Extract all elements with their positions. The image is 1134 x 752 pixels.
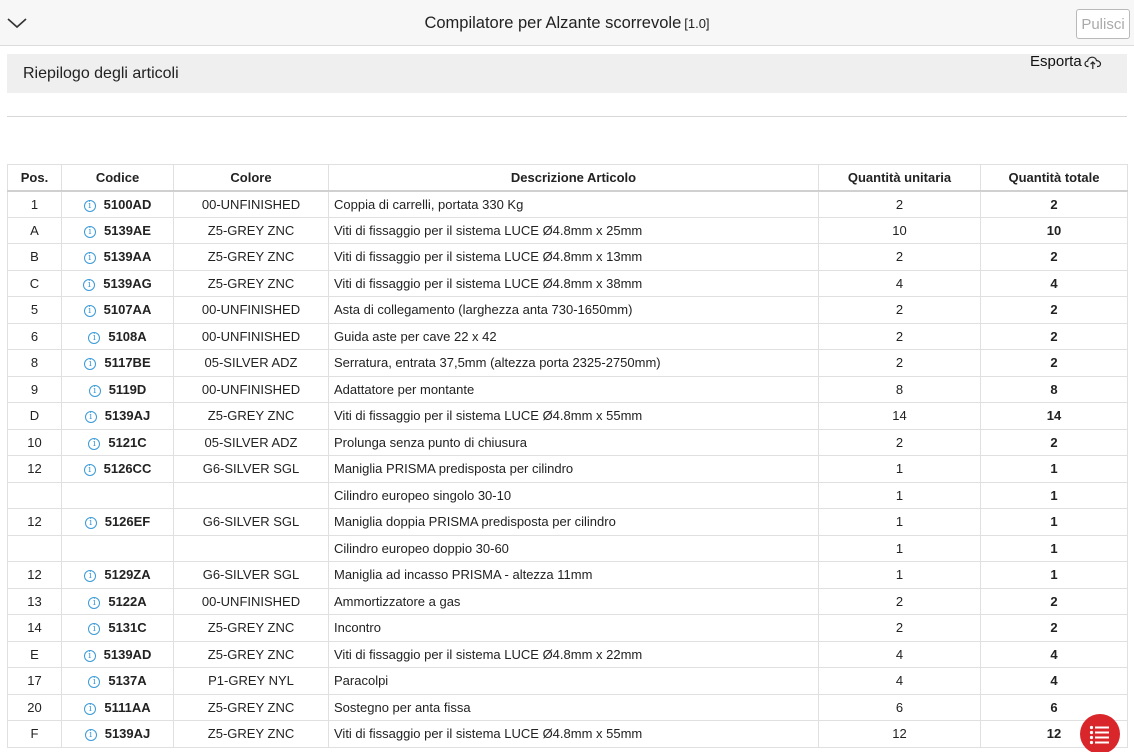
clear-button[interactable]: Pulisci xyxy=(1076,9,1130,39)
cell-total-qty: 2 xyxy=(981,191,1128,218)
cell-code xyxy=(62,297,174,324)
code-text: 5111AA xyxy=(104,699,151,715)
code-text: 5139AG xyxy=(103,275,152,291)
cell-code xyxy=(62,482,174,509)
table-row xyxy=(8,403,1128,430)
table-row xyxy=(8,615,1128,642)
cell-color: G6-SILVER SGL xyxy=(174,456,329,483)
cell-color: 00-UNFINISHED xyxy=(174,297,329,324)
cell-color: 00-UNFINISHED xyxy=(174,376,329,403)
cell-pos: 8 xyxy=(8,350,62,377)
cell-description: Viti di fissaggio per il sistema LUCE Ø4.8mm x 25mm xyxy=(329,217,819,244)
cell-unit-qty: 1 xyxy=(819,509,981,536)
cell-description: Maniglia doppia PRISMA predisposta per cilindro xyxy=(329,509,819,536)
cell-code xyxy=(62,668,174,695)
cell-color: 05-SILVER ADZ xyxy=(174,350,329,377)
cell-code xyxy=(62,456,174,483)
col-code-header: Codice xyxy=(62,165,174,191)
cell-description: Paracolpi xyxy=(329,668,819,695)
cell-code xyxy=(62,403,174,430)
cell-description: Viti di fissaggio per il sistema LUCE Ø4.8mm x 38mm xyxy=(329,270,819,297)
cell-total-qty: 1 xyxy=(981,509,1128,536)
cell-description: Sostegno per anta fissa xyxy=(329,694,819,721)
list-icon xyxy=(1080,714,1120,752)
table-row xyxy=(8,456,1128,483)
code-text: 5131C xyxy=(108,620,147,636)
cell-pos: C xyxy=(8,270,62,297)
cell-unit-qty: 1 xyxy=(819,482,981,509)
cell-unit-qty: 14 xyxy=(819,403,981,430)
info-icon[interactable]: i xyxy=(84,650,96,662)
cell-code xyxy=(62,323,174,350)
col-description-header: Descrizione Articolo xyxy=(329,165,819,191)
cell-code xyxy=(62,588,174,615)
cell-unit-qty: 2 xyxy=(819,244,981,271)
table-row xyxy=(8,588,1128,615)
cell-code xyxy=(62,270,174,297)
code-text: 5137A xyxy=(108,673,147,689)
cell-total-qty: 1 xyxy=(981,535,1128,562)
cell-color: 00-UNFINISHED xyxy=(174,191,329,218)
cell-total-qty: 2 xyxy=(981,615,1128,642)
cell-color: Z5-GREY ZNC xyxy=(174,217,329,244)
cell-pos: 5 xyxy=(8,297,62,324)
cell-pos xyxy=(8,535,62,562)
cell-pos: 12 xyxy=(8,456,62,483)
cell-color: 00-UNFINISHED xyxy=(174,588,329,615)
top-bar xyxy=(0,0,1134,46)
info-icon[interactable]: i xyxy=(89,385,101,397)
cell-color: Z5-GREY ZNC xyxy=(174,270,329,297)
cell-pos: A xyxy=(8,217,62,244)
info-icon[interactable]: i xyxy=(84,252,96,264)
cell-total-qty: 14 xyxy=(981,403,1128,430)
cell-total-qty: 2 xyxy=(981,297,1128,324)
cell-total-qty: 1 xyxy=(981,482,1128,509)
cell-total-qty: 4 xyxy=(981,270,1128,297)
cell-color: 05-SILVER ADZ xyxy=(174,429,329,456)
cell-color: Z5-GREY ZNC xyxy=(174,721,329,748)
code-text: 5122A xyxy=(108,593,147,609)
info-icon[interactable]: i xyxy=(85,729,97,741)
code-text: 5117BE xyxy=(104,355,151,371)
info-icon[interactable]: i xyxy=(84,464,96,476)
cell-code xyxy=(62,562,174,589)
cell-description: Viti di fissaggio per il sistema LUCE Ø4.8mm x 55mm xyxy=(329,403,819,430)
cell-code xyxy=(62,217,174,244)
table-row xyxy=(8,562,1128,589)
cell-color: Z5-GREY ZNC xyxy=(174,403,329,430)
code-text: 5139AJ xyxy=(104,408,151,424)
info-icon[interactable]: i xyxy=(88,438,100,450)
code-text: 5139AE xyxy=(104,222,151,238)
cell-code xyxy=(62,535,174,562)
cell-total-qty: 8 xyxy=(981,376,1128,403)
cell-description: Maniglia ad incasso PRISMA - altezza 11mm xyxy=(329,562,819,589)
info-icon[interactable]: i xyxy=(84,226,96,238)
cell-color: G6-SILVER SGL xyxy=(174,509,329,536)
code-text: 5139AJ xyxy=(104,726,151,742)
cell-total-qty: 12 xyxy=(981,721,1128,748)
cell-color: Z5-GREY ZNC xyxy=(174,641,329,668)
table-row xyxy=(8,191,1128,218)
cell-total-qty: 6 xyxy=(981,694,1128,721)
code-text: 5121C xyxy=(108,434,147,450)
table-row xyxy=(8,376,1128,403)
info-icon[interactable]: i xyxy=(88,332,100,344)
table-row xyxy=(8,297,1128,324)
cell-unit-qty: 2 xyxy=(819,297,981,324)
cell-unit-qty: 2 xyxy=(819,323,981,350)
cell-color xyxy=(174,535,329,562)
info-icon[interactable]: i xyxy=(84,200,96,212)
cell-unit-qty: 12 xyxy=(819,721,981,748)
title-text: Compilatore per Alzante scorrevole xyxy=(424,14,682,32)
code-text: 5129ZA xyxy=(104,567,151,583)
code-text: 5126CC xyxy=(103,461,152,477)
code-text: 5100AD xyxy=(103,196,152,212)
table-row xyxy=(8,482,1128,509)
cell-code xyxy=(62,191,174,218)
col-color-header: Colore xyxy=(174,165,329,191)
table-row xyxy=(8,668,1128,695)
cell-pos: 13 xyxy=(8,588,62,615)
section-divider xyxy=(7,116,1127,117)
cell-unit-qty: 1 xyxy=(819,562,981,589)
table-row xyxy=(8,535,1128,562)
info-icon[interactable]: i xyxy=(88,597,100,609)
code-text: 5107AA xyxy=(103,302,152,318)
cell-description: Adattatore per montante xyxy=(329,376,819,403)
cell-pos: F xyxy=(8,721,62,748)
cell-pos: 20 xyxy=(8,694,62,721)
code-text: 5139AA xyxy=(103,249,152,265)
cell-code xyxy=(62,509,174,536)
cell-code xyxy=(62,376,174,403)
table-row xyxy=(8,429,1128,456)
cell-color: P1-GREY NYL xyxy=(174,668,329,695)
cell-total-qty: 10 xyxy=(981,217,1128,244)
summary-title: Riepilogo degli articoli xyxy=(23,65,179,82)
cell-description: Cilindro europeo singolo 30-10 xyxy=(329,482,819,509)
info-icon[interactable]: i xyxy=(84,703,96,715)
cell-description: Cilindro europeo doppio 30-60 xyxy=(329,535,819,562)
version-label: [1.0] xyxy=(684,16,710,31)
info-icon[interactable]: i xyxy=(85,517,97,529)
cell-total-qty: 2 xyxy=(981,350,1128,377)
cell-pos: 14 xyxy=(8,615,62,642)
info-icon[interactable]: i xyxy=(84,305,96,317)
table-row xyxy=(8,694,1128,721)
table-row xyxy=(8,270,1128,297)
cell-description: Guida aste per cave 22 x 42 xyxy=(329,323,819,350)
cell-code xyxy=(62,350,174,377)
cell-pos: D xyxy=(8,403,62,430)
col-total-qty-header: Quantità totale xyxy=(981,165,1128,191)
cell-description: Maniglia PRISMA predisposta per cilindro xyxy=(329,456,819,483)
cell-code xyxy=(62,694,174,721)
cell-description: Prolunga senza punto di chiusura xyxy=(329,429,819,456)
cell-unit-qty: 4 xyxy=(819,668,981,695)
table-row xyxy=(8,509,1128,536)
info-icon[interactable]: i xyxy=(84,358,96,370)
cell-unit-qty: 2 xyxy=(819,350,981,377)
cell-code xyxy=(62,244,174,271)
cell-description: Viti di fissaggio per il sistema LUCE Ø4.8mm x 22mm xyxy=(329,641,819,668)
cell-unit-qty: 8 xyxy=(819,376,981,403)
cell-description: Incontro xyxy=(329,615,819,642)
cell-pos: 10 xyxy=(8,429,62,456)
code-text: 5139AD xyxy=(103,646,152,662)
cell-code xyxy=(62,721,174,748)
cell-description: Viti di fissaggio per il sistema LUCE Ø4.8mm x 13mm xyxy=(329,244,819,271)
cell-total-qty: 2 xyxy=(981,588,1128,615)
cell-unit-qty: 2 xyxy=(819,191,981,218)
cell-unit-qty: 2 xyxy=(819,429,981,456)
cell-code xyxy=(62,429,174,456)
summary-header xyxy=(7,54,1127,93)
cell-unit-qty: 1 xyxy=(819,535,981,562)
export-button[interactable] xyxy=(1030,53,1102,70)
cell-description: Ammortizzatore a gas xyxy=(329,588,819,615)
items-table xyxy=(7,164,1128,748)
cell-color: Z5-GREY ZNC xyxy=(174,244,329,271)
cell-color xyxy=(174,482,329,509)
code-text: 5108A xyxy=(108,328,147,344)
table-row xyxy=(8,721,1128,748)
cell-pos: 12 xyxy=(8,562,62,589)
cell-total-qty: 4 xyxy=(981,668,1128,695)
info-icon[interactable]: i xyxy=(85,411,97,423)
cell-unit-qty: 2 xyxy=(819,588,981,615)
cloud-upload-icon xyxy=(1084,54,1102,70)
cell-color: G6-SILVER SGL xyxy=(174,562,329,589)
cell-pos: B xyxy=(8,244,62,271)
info-icon[interactable]: i xyxy=(83,279,95,291)
table-row xyxy=(8,350,1128,377)
cell-pos: 12 xyxy=(8,509,62,536)
cell-pos: E xyxy=(8,641,62,668)
table-row xyxy=(8,641,1128,668)
cell-total-qty: 2 xyxy=(981,323,1128,350)
cell-color: Z5-GREY ZNC xyxy=(174,694,329,721)
cell-color: Z5-GREY ZNC xyxy=(174,615,329,642)
cell-total-qty: 4 xyxy=(981,641,1128,668)
col-unit-qty-header: Quantità unitaria xyxy=(819,165,981,191)
info-icon[interactable]: i xyxy=(84,570,96,582)
table-row xyxy=(8,217,1128,244)
cell-unit-qty: 1 xyxy=(819,456,981,483)
code-text: 5126EF xyxy=(104,514,151,530)
col-pos-header: Pos. xyxy=(8,165,62,191)
cell-code xyxy=(62,641,174,668)
page-title xyxy=(0,14,1134,33)
cell-unit-qty: 10 xyxy=(819,217,981,244)
cell-description: Asta di collegamento (larghezza anta 730-1650mm) xyxy=(329,297,819,324)
info-icon[interactable]: i xyxy=(88,676,100,688)
cell-total-qty: 2 xyxy=(981,429,1128,456)
cell-unit-qty: 2 xyxy=(819,615,981,642)
cell-unit-qty: 6 xyxy=(819,694,981,721)
cell-pos: 17 xyxy=(8,668,62,695)
info-icon[interactable]: i xyxy=(88,623,100,635)
cell-color: 00-UNFINISHED xyxy=(174,323,329,350)
cell-unit-qty: 4 xyxy=(819,641,981,668)
cell-pos: 1 xyxy=(8,191,62,218)
menu-fab-button[interactable] xyxy=(1080,714,1120,752)
code-text: 5119D xyxy=(108,381,147,397)
cell-description: Coppia di carrelli, portata 330 Kg xyxy=(329,191,819,218)
cell-total-qty: 2 xyxy=(981,244,1128,271)
cell-pos xyxy=(8,482,62,509)
cell-code xyxy=(62,615,174,642)
table-row xyxy=(8,323,1128,350)
cell-total-qty: 1 xyxy=(981,562,1128,589)
cell-pos: 6 xyxy=(8,323,62,350)
cell-pos: 9 xyxy=(8,376,62,403)
cell-description: Serratura, entrata 37,5mm (altezza porta 2325-2750mm) xyxy=(329,350,819,377)
export-label: Esporta xyxy=(1030,53,1082,70)
cell-unit-qty: 4 xyxy=(819,270,981,297)
cell-total-qty: 1 xyxy=(981,456,1128,483)
cell-description: Viti di fissaggio per il sistema LUCE Ø4.8mm x 55mm xyxy=(329,721,819,748)
table-header-row xyxy=(8,165,1128,191)
table-row xyxy=(8,244,1128,271)
